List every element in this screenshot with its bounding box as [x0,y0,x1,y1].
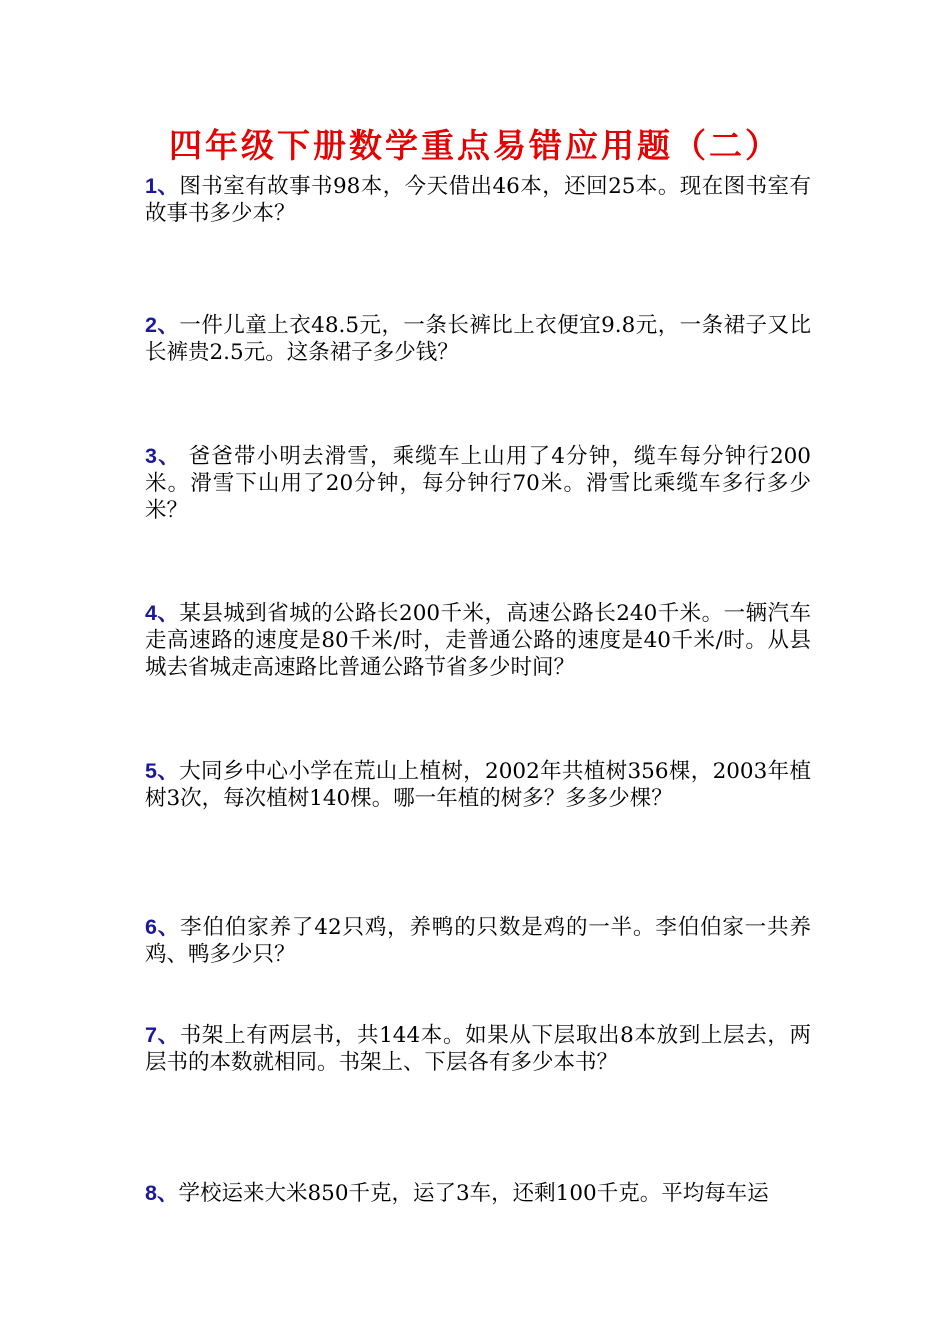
problem-number: 7、 [145,1023,180,1047]
problem-text: 李伯伯家养了42只鸡，养鸭的只数是鸡的一半。李伯伯家一共养鸡、鸭多少只？ [145,915,811,967]
problem-7 [145,1022,811,1076]
problem-text: 某县城到省城的公路长200千米，高速公路长240千米。一辆汽车走高速路的速度是80千米/时，走普通公路的速度是40千米/时。从县城去省城走高速路比普通公路节省多少时间？ [145,601,811,680]
problem-number: 4、 [145,601,180,625]
problem-number: 2、 [145,313,180,337]
problem-1 [145,173,811,227]
problem-text: 一件儿童上衣48.5元，一条长裤比上衣便宜9.8元，一条裙子又比长裤贵2.5元。这条裙子多少钱？ [145,313,811,365]
problem-6 [145,914,811,968]
problem-number: 1、 [145,174,180,198]
problem-text: 书架上有两层书，共144本。如果从下层取出8本放到上层去，两层书的本数就相同。书架上、下层各有多少本书？ [145,1023,811,1075]
problem-text: 学校运来大米850千克，运了3车，还剩100千克。平均每车运 [178,1181,769,1206]
problem-text: 图书室有故事书98本，今天借出46本，还回25本。现在图书室有故事书多少本？ [145,174,811,226]
problem-number: 6、 [145,915,181,939]
problem-number: 3、 [145,444,181,468]
page-title: 四年级下册数学重点易错应用题（二） [169,126,781,165]
problem-2 [145,312,811,366]
problem-number: 8、 [145,1181,179,1205]
problem-5 [145,758,811,812]
problem-8 [145,1180,811,1207]
problem-text: 爸爸带小明去滑雪，乘缆车上山用了4分钟，缆车每分钟行200米。滑雪下山用了20分钟，每分钟行70米。滑雪比乘缆车多行多少米？ [145,444,811,523]
problem-3 [145,443,811,524]
problem-number: 5、 [145,759,180,783]
problem-text: 大同乡中心小学在荒山上植树，2002年共植树356棵，2003年植树3次，每次植树140棵。哪一年植的树多？多多少棵？ [145,759,811,811]
problem-4 [145,600,811,681]
